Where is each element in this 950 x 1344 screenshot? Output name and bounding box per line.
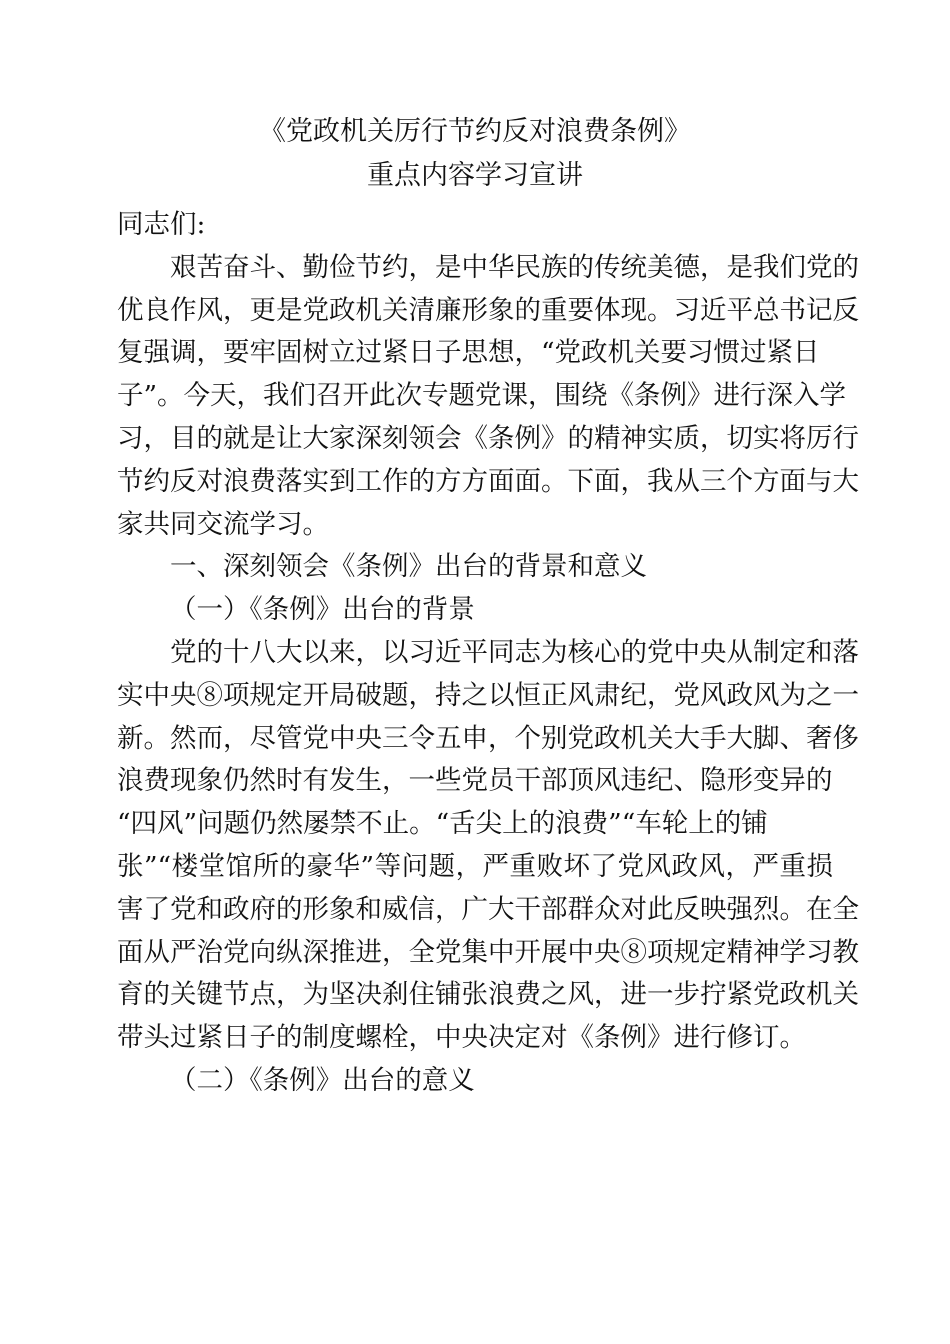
paragraph-line: “四风”问题仍然屡禁不止。“舌尖上的浪费”“车轮上的铺 (117, 808, 768, 840)
paragraph-line: 节约反对浪费落实到工作的方方面面。下面，我从三个方面与大 (117, 465, 859, 497)
paragraph-line: 子”。今天，我们召开此次专题党课，围绕《条例》进行深入学 (117, 380, 847, 412)
salutation: 同志们: (117, 209, 206, 240)
paragraph-line: 面从严治党向纵深推进，全党集中开展中央⑧项规定精神学习教 (117, 936, 859, 968)
section-heading: 一、深刻领会《条例》出台的背景和意义 (170, 551, 647, 583)
document-title: 《党政机关厉行节约反对浪费条例》 (259, 116, 691, 147)
paragraph-line: 优良作风，更是党政机关清廉形象的重要体现。习近平总书记反 (117, 294, 859, 326)
subsection-heading: （二）《条例》出台的意义 (170, 1064, 475, 1096)
paragraph-line: 实中央⑧项规定开局破题，持之以恒正风肃纪，党风政风为之一 (117, 679, 859, 711)
paragraph-line: 育的关键节点，为坚决刹住铺张浪费之风，进一步拧紧党政机关 (117, 979, 859, 1011)
paragraph-line: 复强调，要牢固树立过紧日子思想，“党政机关要习惯过紧日 (117, 337, 820, 369)
paragraph-line: 党的十八大以来，以习近平同志为核心的党中央从制定和落 (170, 636, 859, 668)
paragraph-line: 家共同交流学习。 (117, 508, 329, 540)
subsection-heading: （一）《条例》出台的背景 (170, 594, 475, 626)
document-subtitle: 重点内容学习宣讲 (367, 160, 583, 191)
paragraph-line: 新。然而，尽管党中央三令五申，个别党政机关大手大脚、奢侈 (117, 722, 859, 754)
paragraph-line: 习，目的就是让大家深刻领会《条例》的精神实质，切实将厉行 (117, 422, 859, 454)
document-body (117, 204, 859, 1103)
paragraph-line: 张”“楼堂馆所的豪华”等问题，严重败坏了党风政风，严重损 (117, 850, 833, 882)
paragraph-line: 艰苦奋斗、勤俭节约，是中华民族的传统美德，是我们党的 (170, 251, 859, 283)
paragraph-line: 带头过紧日子的制度螺栓，中央决定对《条例》进行修订。 (117, 1022, 806, 1054)
paragraph-line: 浪费现象仍然时有发生，一些党员干部顶风违纪、隐形变异的 (117, 765, 833, 797)
paragraph-line: 害了党和政府的形象和威信，广大干部群众对此反映强烈。在全 (117, 893, 859, 925)
